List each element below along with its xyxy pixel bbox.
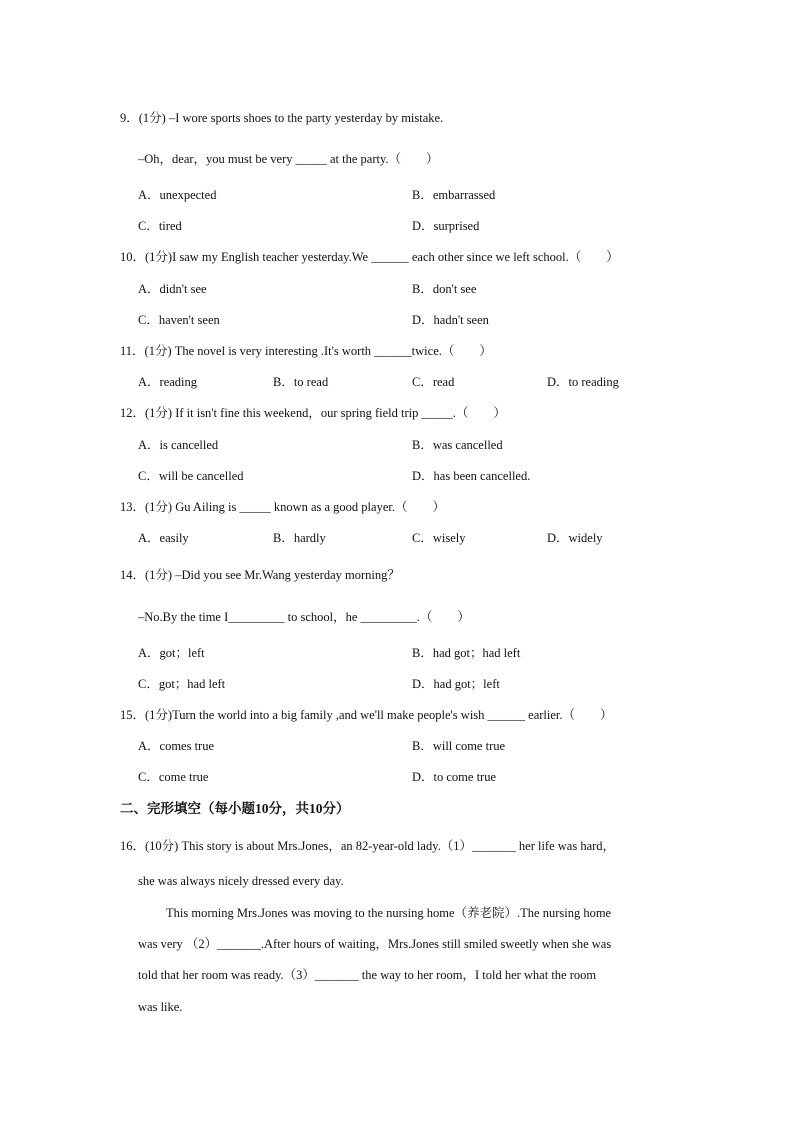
question-11-option-c: C．read xyxy=(412,375,455,389)
passage-line-4: was like. xyxy=(138,1000,183,1014)
question-15-option-a: A．comes true xyxy=(138,739,215,753)
question-13-option-a: A．easily xyxy=(138,531,189,545)
question-11-option-b: B．to read xyxy=(273,375,329,389)
question-9-option-a: A．unexpected xyxy=(138,188,217,202)
question-9-line2: –Oh，dear，you must be very _____ at the party.（ ） xyxy=(138,152,439,166)
question-14-option-b: B．had got；had left xyxy=(412,646,521,660)
question-10-option-b: B．don't see xyxy=(412,282,477,296)
question-14-line2: –No.By the time I_________ to school，he _________.（ ） xyxy=(138,610,470,624)
question-11-option-d: D．to reading xyxy=(547,375,619,389)
question-12-stem: 12．(1分) If it isn't fine this weekend，our spring field trip _____.（ ） xyxy=(120,406,506,420)
question-10-option-c: C．haven't seen xyxy=(138,313,220,327)
passage-line-1: This morning Mrs.Jones was moving to the nursing home（养老院）.The nursing home xyxy=(166,906,612,920)
question-14-option-a: A．got；left xyxy=(138,646,205,660)
question-9-option-d: D．surprised xyxy=(412,219,480,233)
question-14-option-c: C．got；had left xyxy=(138,677,226,691)
question-13-option-d: D．widely xyxy=(547,531,603,545)
question-12-option-d: D．has been cancelled. xyxy=(412,469,531,483)
question-13-option-c: C．wisely xyxy=(412,531,466,545)
question-11-stem: 11．(1分) The novel is very interesting .It's worth ______twice.（ ） xyxy=(120,344,492,358)
question-14-option-d: D．had got；left xyxy=(412,677,500,691)
question-10-option-a: A．didn't see xyxy=(138,282,207,296)
question-16-line1: 16．(10分) This story is about Mrs.Jones，an 82-year-old lady.（1）_______ her life was hard， xyxy=(120,839,616,853)
question-15-stem: 15．(1分)Turn the world into a big family ,and we'll make people's wish ______ earlier.（ ） xyxy=(120,708,613,722)
question-15-option-b: B．will come true xyxy=(412,739,506,753)
question-9-option-b: B．embarrassed xyxy=(412,188,496,202)
section-2-heading: 二、完形填空（每小题10分，共10分） xyxy=(120,801,350,816)
question-10-option-d: D．hadn't seen xyxy=(412,313,489,327)
question-11-option-a: A．reading xyxy=(138,375,198,389)
question-12-option-c: C．will be cancelled xyxy=(138,469,244,483)
passage-line-2: was very （2）_______.After hours of waiting，Mrs.Jones still smiled sweetly when she was xyxy=(138,937,612,951)
question-13-option-b: B．hardly xyxy=(273,531,326,545)
question-10-stem: 10．(1分)I saw my English teacher yesterday.We ______ each other since we left school.（ ） xyxy=(120,250,619,264)
passage-line-3: told that her room was ready.（3）_______ the way to her room，I told her what the room xyxy=(138,968,597,982)
question-14-stem: 14．(1分) –Did you see Mr.Wang yesterday morning？ xyxy=(120,568,400,582)
question-15-option-c: C．come true xyxy=(138,770,209,784)
question-15-option-d: D．to come true xyxy=(412,770,497,784)
question-12-option-a: A．is cancelled xyxy=(138,438,219,452)
question-12-option-b: B．was cancelled xyxy=(412,438,503,452)
question-9-stem: 9．(1分) –I wore sports shoes to the party yesterday by mistake. xyxy=(120,111,444,125)
question-9-option-c: C．tired xyxy=(138,219,182,233)
question-16-line2: she was always nicely dressed every day. xyxy=(138,874,344,888)
question-13-stem: 13．(1分) Gu Ailing is _____ known as a good player.（ ） xyxy=(120,500,445,514)
